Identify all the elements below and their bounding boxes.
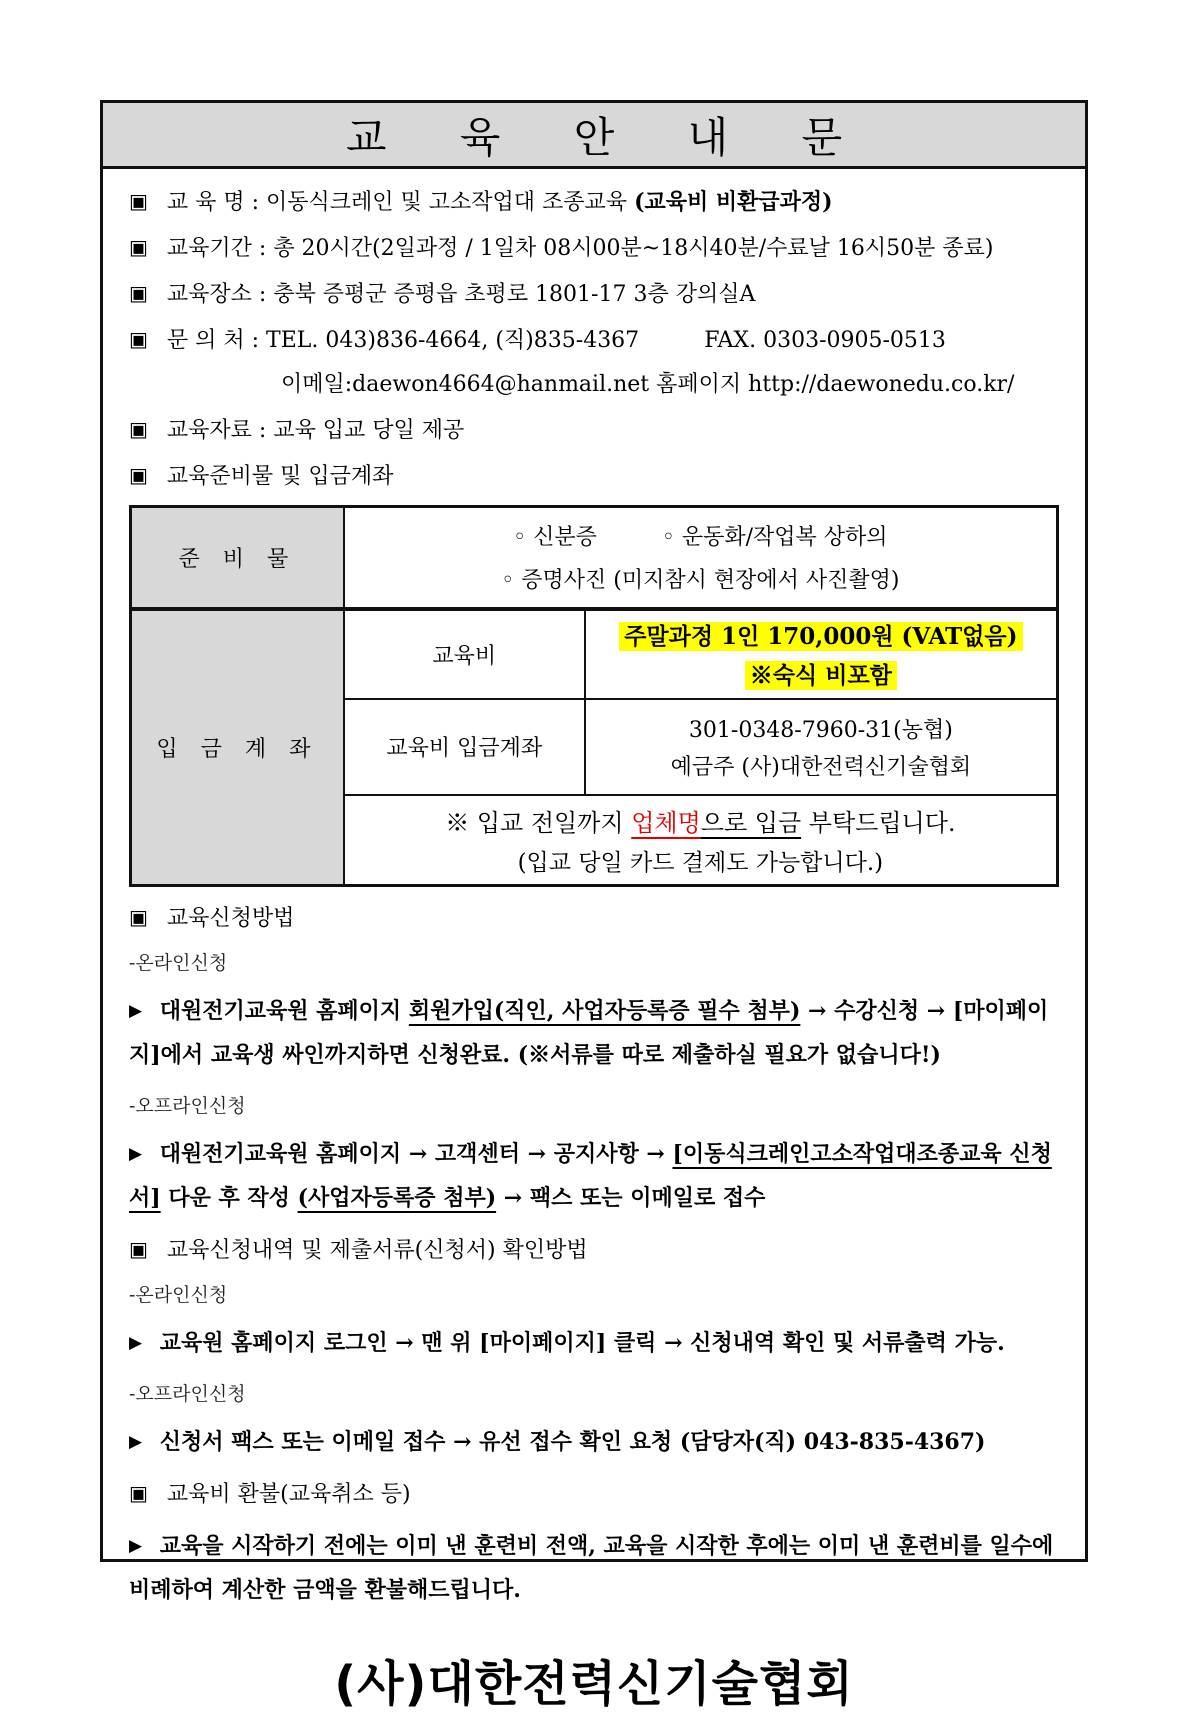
deposit-note-underline: 으로 입금 xyxy=(700,808,802,837)
table-row-fee xyxy=(131,609,1058,699)
deposit-note-cell xyxy=(344,795,1058,886)
materials-text: 교육자료 : 교육 입교 당일 제공 xyxy=(166,418,465,443)
course-period-text: 교육기간 : 총 20시간(2일과정 / 1일차 08시00분~18시40분/수료날 16시50분 종료) xyxy=(166,236,994,261)
triangle-bullet-icon: ▶ xyxy=(129,1000,143,1021)
confirm-heading-line xyxy=(129,1227,1059,1273)
account-holder-text: 예금주 (사)대한전력신기술협회 xyxy=(670,754,972,780)
refund-paragraph xyxy=(129,1517,1059,1619)
course-place-text: 교육장소 : 충북 증평군 증평읍 초평로 1801-17 3층 강의실A xyxy=(166,282,756,307)
apply-online-label: -온라인신청 xyxy=(129,951,228,974)
square-bullet-icon: ▣ xyxy=(129,417,148,441)
square-bullet-icon: ▣ xyxy=(129,1480,148,1505)
contact-tel-text: 문 의 처 : TEL. 043)836-4664, (직)835-4367 xyxy=(166,328,640,353)
apply-heading-text: 교육신청방법 xyxy=(166,905,295,931)
square-bullet-icon: ▣ xyxy=(129,1236,148,1261)
square-bullet-icon: ▣ xyxy=(129,235,148,259)
apply-offline-pre: 대원전기교육원 홈페이지 → 고객센터 → 공지사항 → xyxy=(159,1140,665,1167)
deposit-note-line2: (입교 당일 카드 결제도 가능합니다.) xyxy=(517,849,884,876)
square-bullet-icon: ▣ xyxy=(129,463,148,487)
deposit-note-pre: ※ 입교 전일까지 xyxy=(445,808,624,837)
prep-item-photo: ◦ 증명사진 (미지참시 현장에서 사진촬영) xyxy=(501,568,900,594)
refund-text: 교육을 시작하기 전에는 이미 낸 훈련비 전액, 교육을 시작한 후에는 이미 낸 훈련비를 일수에 비례하여 계산한 금액을 환불해드립니다. xyxy=(129,1532,1054,1603)
materials-line xyxy=(129,407,1059,453)
document-title-band xyxy=(103,103,1085,169)
prep-items-row1 xyxy=(353,514,1048,557)
account-number-text: 301-0348-7960-31(농협) xyxy=(688,717,953,743)
apply-heading-line xyxy=(129,895,1059,941)
course-name-line xyxy=(129,179,1059,225)
confirm-online-label: -온라인신청 xyxy=(129,1283,228,1306)
apply-offline-paragraph xyxy=(129,1125,1059,1227)
account-label-cell: 교육비 입금계좌 xyxy=(344,699,585,795)
prep-label-cell: 준 비 물 xyxy=(131,507,344,609)
fee-lodging-highlight: ※숙식 비포함 xyxy=(745,661,897,690)
contact-online-line xyxy=(129,363,1059,407)
fee-amount-highlight: 주말과정 1인 170,000원 (VAT없음) xyxy=(619,622,1022,651)
apply-online-underline: 회원가입(직인, 사업자등록증 필수 첨부) xyxy=(408,997,801,1024)
apply-offline-label: -오프라인신청 xyxy=(129,1094,246,1117)
triangle-bullet-icon: ▶ xyxy=(129,1332,143,1353)
apply-offline-mid: 다운 후 작성 xyxy=(168,1184,290,1211)
contact-line xyxy=(129,317,1059,363)
confirm-offline-paragraph xyxy=(129,1413,1059,1471)
fee-highlight-row2 xyxy=(594,654,1048,693)
contact-email-homepage-text: 이메일:daewon4664@hanmail.net 홈페이지 http://daewonedu.co.kr/ xyxy=(281,372,1015,397)
page-title: 교 육 안 내 문 xyxy=(345,112,873,162)
prep-item-clothes: ◦ 운동화/작업복 상하의 xyxy=(661,525,888,551)
organization-name: (사)대한전력신기술협회 xyxy=(334,1655,854,1712)
apply-online-paragraph xyxy=(129,982,1059,1084)
confirm-offline-label: -오프라인신청 xyxy=(129,1382,246,1405)
course-name-text: 교 육 명 : 이동식크레인 및 고소작업대 조종교육 xyxy=(166,190,628,215)
apply-offline-underline2: (사업자등록증 첨부) xyxy=(297,1184,497,1211)
square-bullet-icon: ▣ xyxy=(129,904,148,929)
prep-items-cell xyxy=(344,507,1058,609)
apply-offline-post: → 팩스 또는 이메일로 접수 xyxy=(503,1184,766,1211)
contact-fax-text: FAX. 0303-0905-0513 xyxy=(704,328,946,353)
refund-heading-line xyxy=(129,1471,1059,1517)
document-body xyxy=(103,169,1085,1714)
deposit-note-company-red: 업체명 xyxy=(631,808,701,837)
confirm-online-paragraph xyxy=(129,1314,1059,1372)
prep-heading-line xyxy=(129,453,1059,499)
square-bullet-icon: ▣ xyxy=(129,327,148,351)
deposit-label-cell: 입 금 계 좌 xyxy=(131,609,344,886)
triangle-bullet-icon: ▶ xyxy=(129,1431,143,1452)
deposit-note-post: 부탁드립니다. xyxy=(808,808,956,837)
confirm-offline-text: 신청서 팩스 또는 이메일 접수 → 유선 접수 확인 요청 (담당자(직) 043-835-4367) xyxy=(159,1428,986,1455)
apply-online-pre: 대원전기교육원 홈페이지 xyxy=(159,997,402,1024)
apply-online-post: → 수강신청 → [마이페이지]에서 교육생 싸인까지하면 신청완료. (※서류를 따로 제출하실 필요가 없습니다!) xyxy=(129,997,1049,1068)
confirm-online-text: 교육원 홈페이지 로그인 → 맨 위 [마이페이지] 클릭 → 신청내역 확인 및 서류출력 가능. xyxy=(159,1329,1005,1356)
prep-heading-text: 교육준비물 및 입금계좌 xyxy=(166,464,394,489)
course-period-line xyxy=(129,225,1059,271)
triangle-bullet-icon: ▶ xyxy=(129,1535,143,1556)
course-place-line xyxy=(129,271,1059,317)
triangle-bullet-icon: ▶ xyxy=(129,1143,143,1164)
account-value-cell xyxy=(585,699,1058,795)
fee-value-cell xyxy=(585,609,1058,699)
prep-deposit-table xyxy=(129,505,1059,887)
deposit-note-line1 xyxy=(353,800,1048,841)
refund-heading-text: 교육비 환불(교육취소 등) xyxy=(166,1481,411,1507)
document-border xyxy=(100,100,1088,1712)
table-row-preparation xyxy=(131,507,1058,609)
fee-label-cell: 교육비 xyxy=(344,609,585,699)
prep-items-row2 xyxy=(353,557,1048,600)
square-bullet-icon: ▣ xyxy=(129,189,148,213)
apply-offline-underline1: [이동식크레인고소작업대조종교육 신청서] xyxy=(129,1140,1052,1211)
course-name-note: (교육비 비환급과정) xyxy=(634,189,833,215)
fee-highlight-row1 xyxy=(594,615,1048,654)
square-bullet-icon: ▣ xyxy=(129,281,148,305)
confirm-heading-text: 교육신청내역 및 제출서류(신청서) 확인방법 xyxy=(166,1237,588,1263)
prep-item-id: ◦ 신분증 xyxy=(513,525,597,551)
